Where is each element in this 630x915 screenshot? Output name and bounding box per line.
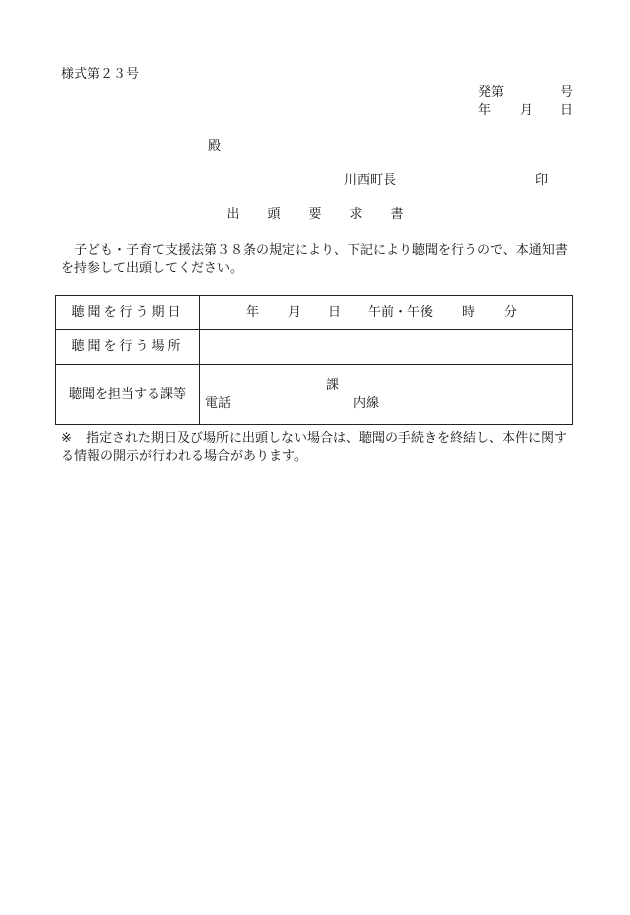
hearing-section-label: 聴聞を担当する課等 [56, 365, 200, 425]
table-row-section [56, 365, 573, 425]
request-table [55, 295, 573, 425]
hearing-place-label: 聴聞を行う場所 [56, 330, 200, 365]
hearing-section-value [200, 365, 573, 425]
date-month: 月 [520, 103, 534, 118]
hearing-date-value [200, 296, 573, 330]
hearing-ampm: 午前・午後 [368, 305, 434, 320]
phone-label: 電話 [205, 396, 232, 411]
hearing-day: 日 [328, 305, 342, 320]
hearing-hour: 時 [462, 305, 476, 320]
title-char: 書 [390, 207, 404, 222]
addressee-honorific: 殿 [208, 139, 222, 154]
body-paragraph: 子ども・子育て支援法第３８条の規定により、下記により聴聞を行うので、本通知書を持参して出頭してください。 [61, 243, 568, 276]
date-year: 年 [478, 103, 492, 118]
sender-name: 川西町長 [344, 173, 397, 188]
hearing-place-value [200, 330, 573, 365]
document-title [0, 206, 630, 224]
extension-label: 内線 [353, 396, 380, 411]
issue-label: 発第 [478, 85, 505, 100]
title-char: 要 [308, 207, 322, 222]
hearing-minute: 分 [504, 305, 518, 320]
form-number: 様式第２３号 [61, 67, 140, 82]
section-suffix: 課 [326, 378, 340, 393]
footnote [61, 430, 576, 466]
title-char: 頭 [267, 207, 281, 222]
table-row-place [56, 330, 573, 365]
seal-mark: 印 [535, 173, 549, 188]
hearing-year: 年 [246, 305, 260, 320]
note-text: 指定された期日及び場所に出頭しない場合は、聴聞の手続きを終結し、本件に関する情報の開示が行われる場合があります。 [61, 431, 568, 464]
table-row-date [56, 296, 573, 330]
date-day: 日 [559, 103, 573, 118]
hearing-date-label: 聴聞を行う期日 [56, 296, 200, 330]
issue-suffix: 号 [559, 85, 573, 100]
title-char: 出 [226, 207, 240, 222]
note-mark: ※ [61, 431, 72, 446]
hearing-month: 月 [288, 305, 302, 320]
title-char: 求 [349, 207, 363, 222]
